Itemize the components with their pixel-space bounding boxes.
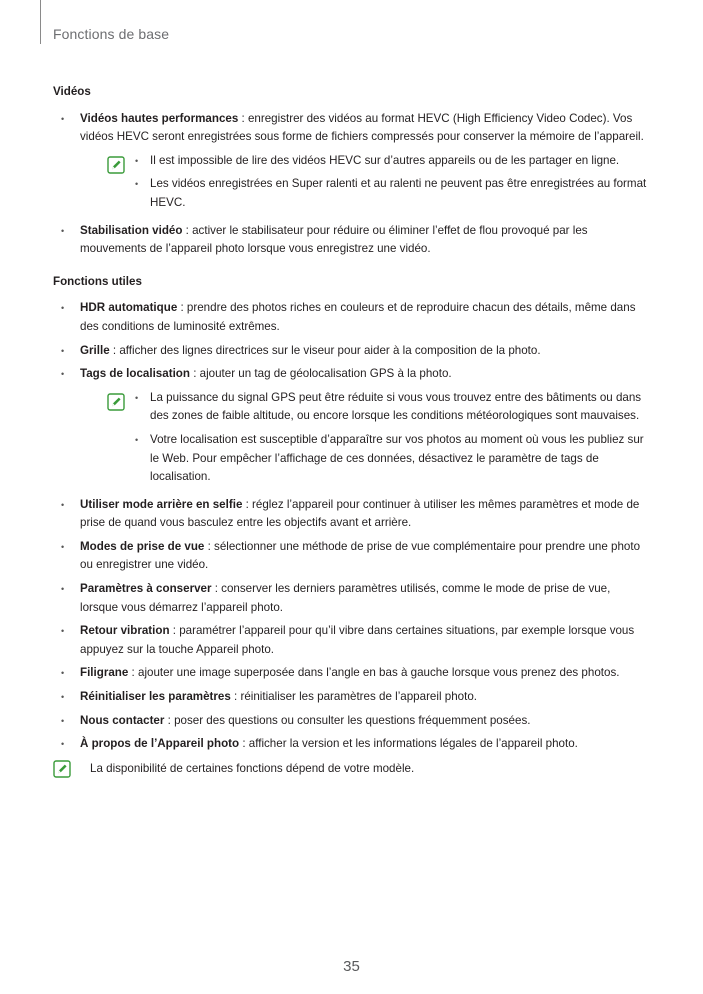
utiles-heading: Fonctions utiles xyxy=(53,274,142,288)
item-term: Nous contacter xyxy=(80,713,165,727)
item-term: Utiliser mode arrière en selfie xyxy=(80,497,243,511)
item-term: À propos de l’Appareil photo xyxy=(80,737,240,751)
list-item xyxy=(53,299,649,336)
item-text: : prendre des photos riches en couleurs et de reproduire chacun des détails, même dans des conditions de luminosité extrêmes. xyxy=(80,301,636,333)
list-item xyxy=(53,622,649,659)
item-term: Retour vibration xyxy=(80,624,170,638)
item-term: Tags de localisation xyxy=(80,367,190,381)
item-text: : poser des questions ou consulter les questions fréquemment posées. xyxy=(164,713,531,727)
availability-note-text: La disponibilité de certaines fonctions dépend de votre modèle. xyxy=(90,761,415,775)
gps-note-list xyxy=(133,389,649,487)
list-item xyxy=(53,496,649,533)
list-item xyxy=(53,538,649,575)
list-item xyxy=(53,735,649,754)
list-item xyxy=(53,688,649,707)
item-text: : réinitialiser les paramètres de l’appareil photo. xyxy=(230,690,477,704)
item-term: Stabilisation vidéo xyxy=(80,223,183,237)
item-term: Filigrane xyxy=(80,666,129,680)
hevc-note xyxy=(80,152,649,213)
availability-note xyxy=(53,760,649,779)
videos-heading: Vidéos xyxy=(53,85,91,98)
list-item xyxy=(53,365,649,487)
hevc-note-list xyxy=(133,152,649,213)
note-item: • Les vidéos enregistrées en Super ralenti et au ralenti ne peuvent pas être enregistrées au format HEVC. xyxy=(133,175,649,212)
item-term: Réinitialiser les paramètres xyxy=(80,690,231,704)
header-rule xyxy=(40,0,41,44)
item-text: : ajouter un tag de géolocalisation GPS à la photo. xyxy=(189,367,452,381)
videos-list xyxy=(53,110,649,259)
item-text: : conserver les derniers paramètres utilisés, comme le mode de prise de vue, lorsque vous démarrez l’appareil photo. xyxy=(80,582,611,614)
item-text: : paramétrer l’appareil pour qu’il vibre dans certaines situations, par exemple lorsque vous appuyez sur la touche Appareil photo. xyxy=(80,624,635,656)
list-item xyxy=(53,222,649,259)
note-item: • La puissance du signal GPS peut être réduite si vous vous trouvez entre des bâtiments ou dans des zones de faible altitude, ou encore lorsque les conditions météorologiques sont mauvaises. xyxy=(133,389,649,426)
page-number: 35 xyxy=(343,958,360,975)
item-text: : réglez l’appareil pour continuer à utiliser les mêmes paramètres et mode de prise de quand vous basculez entre les objectifs avant et arrière. xyxy=(80,497,640,530)
note-icon xyxy=(107,156,125,174)
item-term: Paramètres à conserver xyxy=(80,582,212,596)
list-item xyxy=(53,664,649,683)
note-item: • Il est impossible de lire des vidéos HEVC sur d’autres appareils ou de les partager en ligne. xyxy=(133,152,649,171)
list-item xyxy=(53,580,649,617)
item-term: Grille xyxy=(80,343,110,357)
page-content xyxy=(53,83,649,787)
item-text: : afficher la version et les informations légales de l’appareil photo. xyxy=(239,737,578,751)
item-text: : afficher des lignes directrices sur le viseur pour aider à la composition de la photo. xyxy=(109,343,541,357)
item-term: Modes de prise de vue xyxy=(80,539,205,553)
note-item: • Votre localisation est susceptible d’apparaître sur vos photos au moment où vous les publiez sur le Web. Pour empêcher l’affichage de ces données, désactivez le paramètre de tags de localisation. xyxy=(133,431,649,487)
item-text: : activer le stabilisateur pour réduire ou éliminer l’effet de flou provoqué par les mouvements de l’appareil photo lorsque vous enregistrez une vidéo. xyxy=(80,223,588,256)
list-item xyxy=(53,712,649,731)
item-text: : ajouter une image superposée dans l’angle en bas à gauche lorsque vous prenez des photos. xyxy=(128,666,620,680)
list-item xyxy=(53,110,649,213)
note-icon xyxy=(53,760,71,778)
item-text: : sélectionner une méthode de prise de vue complémentaire pour prendre une photo ou enregistrer une vidéo. xyxy=(80,539,641,572)
gps-note xyxy=(80,389,649,487)
item-term: HDR automatique xyxy=(80,301,178,315)
section-header: Fonctions de base xyxy=(53,26,170,42)
item-text: : enregistrer des vidéos au format HEVC (High Efficiency Video Codec). Vos vidéos HEVC seront enregistrées sous forme de fichiers compressés pour conserver la mémoire de l’appareil. xyxy=(80,111,644,144)
item-term: Vidéos hautes performances xyxy=(80,111,239,125)
note-icon xyxy=(107,393,125,411)
list-item xyxy=(53,342,649,361)
utiles-list xyxy=(53,299,649,753)
